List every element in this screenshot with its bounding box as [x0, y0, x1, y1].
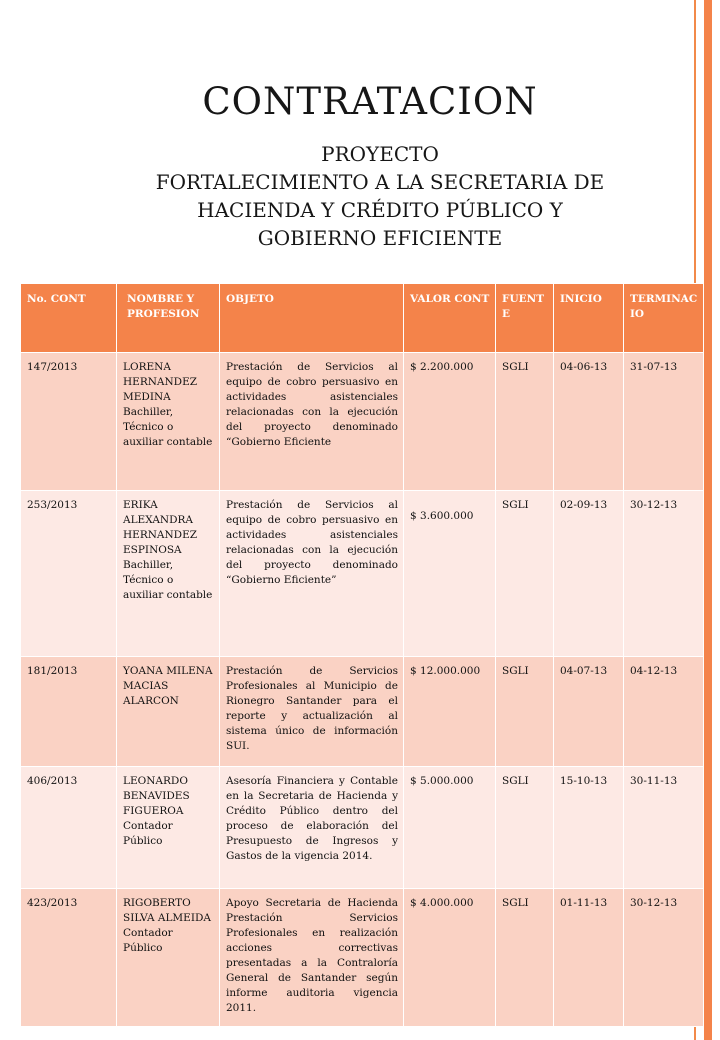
- cell-fuente: SGLI: [496, 491, 554, 657]
- cell-nombre: LEONARDO BENAVIDES FIGUEROA Contador Público: [117, 767, 220, 889]
- cell-nombre: LORENA HERNANDEZ MEDINA Bachiller, Técnico o auxiliar contable: [117, 353, 220, 491]
- cell-termino: 30-11-13: [624, 767, 704, 889]
- cell-fuente: SGLI: [496, 657, 554, 767]
- cell-valor: $ 5.000.000: [404, 767, 496, 889]
- cell-valor: $ 4.000.000: [404, 889, 496, 1027]
- project-subtitle: [60, 140, 700, 252]
- cell-termino: 30-12-13: [624, 491, 704, 657]
- cell-objeto: Prestación de Servicios Profesionales al Municipio de Rionegro Santander para el reporte y actualización al sistema único de información SUI.: [220, 657, 404, 767]
- cell-objeto: Apoyo Secretaria de Hacienda Prestación Servicios Profesionales en realización acciones correctivas presentadas a la Contraloría General de Santander según informe auditoria vigencia 2011.: [220, 889, 404, 1027]
- cell-fuente: SGLI: [496, 353, 554, 491]
- subtitle-line: PROYECTO: [321, 142, 439, 166]
- cell-inicio: 04-06-13: [554, 353, 624, 491]
- cell-no: 406/2013: [21, 767, 117, 889]
- column-header-fuente: FUENTE: [496, 284, 554, 353]
- cell-termino: 31-07-13: [624, 353, 704, 491]
- table-row: [21, 353, 704, 491]
- page-title: CONTRATACION: [202, 80, 538, 123]
- table-row: [21, 889, 704, 1027]
- contracts-table: [20, 283, 704, 1027]
- cell-nombre: YOANA MILENA MACIAS ALARCON: [117, 657, 220, 767]
- cell-inicio: 04-07-13: [554, 657, 624, 767]
- table-row: [21, 767, 704, 889]
- cell-valor: $ 2.200.000: [404, 353, 496, 491]
- cell-objeto: Prestación de Servicios al equipo de cobro persuasivo en actividades asistenciales relacionadas con la ejecución del proyecto denominado “Gobierno Eficiente”: [220, 491, 404, 657]
- cell-no: 423/2013: [21, 889, 117, 1027]
- cell-objeto: Asesoría Financiera y Contable en la Secretaria de Hacienda y Crédito Público dentro del proceso de elaboración del Presupuesto de Ingresos y Gastos de la vigencia 2014.: [220, 767, 404, 889]
- cell-no: 181/2013: [21, 657, 117, 767]
- column-header-inicio: INICIO: [554, 284, 624, 353]
- subtitle-line: FORTALECIMIENTO A LA SECRETARIA DE: [155, 170, 605, 194]
- column-header-objeto: OBJETO: [220, 284, 404, 353]
- cell-fuente: SGLI: [496, 889, 554, 1027]
- subtitle-line: HACIENDA Y CRÉDITO PÚBLICO Y: [197, 198, 563, 222]
- decorative-right-border-thick: [704, 0, 712, 1040]
- column-header-termino: TERMINACIO: [624, 284, 704, 353]
- cell-nombre: RIGOBERTO SILVA ALMEIDA Contador Público: [117, 889, 220, 1027]
- cell-inicio: 02-09-13: [554, 491, 624, 657]
- table-header-row: [21, 284, 704, 353]
- cell-no: 147/2013: [21, 353, 117, 491]
- column-header-nombre: NOMBRE Y PROFESION: [117, 284, 220, 353]
- cell-no: 253/2013: [21, 491, 117, 657]
- cell-termino: 30-12-13: [624, 889, 704, 1027]
- cell-nombre: ERIKA ALEXANDRA HERNANDEZ ESPINOSA Bachiller, Técnico o auxiliar contable: [117, 491, 220, 657]
- column-header-no: No. CONT: [21, 284, 117, 353]
- cell-inicio: 01-11-13: [554, 889, 624, 1027]
- subtitle-line: GOBIERNO EFICIENTE: [257, 226, 503, 250]
- cell-objeto: Prestación de Servicios al equipo de cobro persuasivo en actividades asistenciales relacionadas con la ejecución del proyecto denominado “Gobierno Eficiente: [220, 353, 404, 491]
- column-header-valor: VALOR CONT: [404, 284, 496, 353]
- cell-inicio: 15-10-13: [554, 767, 624, 889]
- cell-valor: $ 3.600.000: [404, 491, 496, 657]
- cell-termino: 04-12-13: [624, 657, 704, 767]
- table-row: [21, 657, 704, 767]
- cell-fuente: SGLI: [496, 767, 554, 889]
- table-row: [21, 491, 704, 657]
- cell-valor: $ 12.000.000: [404, 657, 496, 767]
